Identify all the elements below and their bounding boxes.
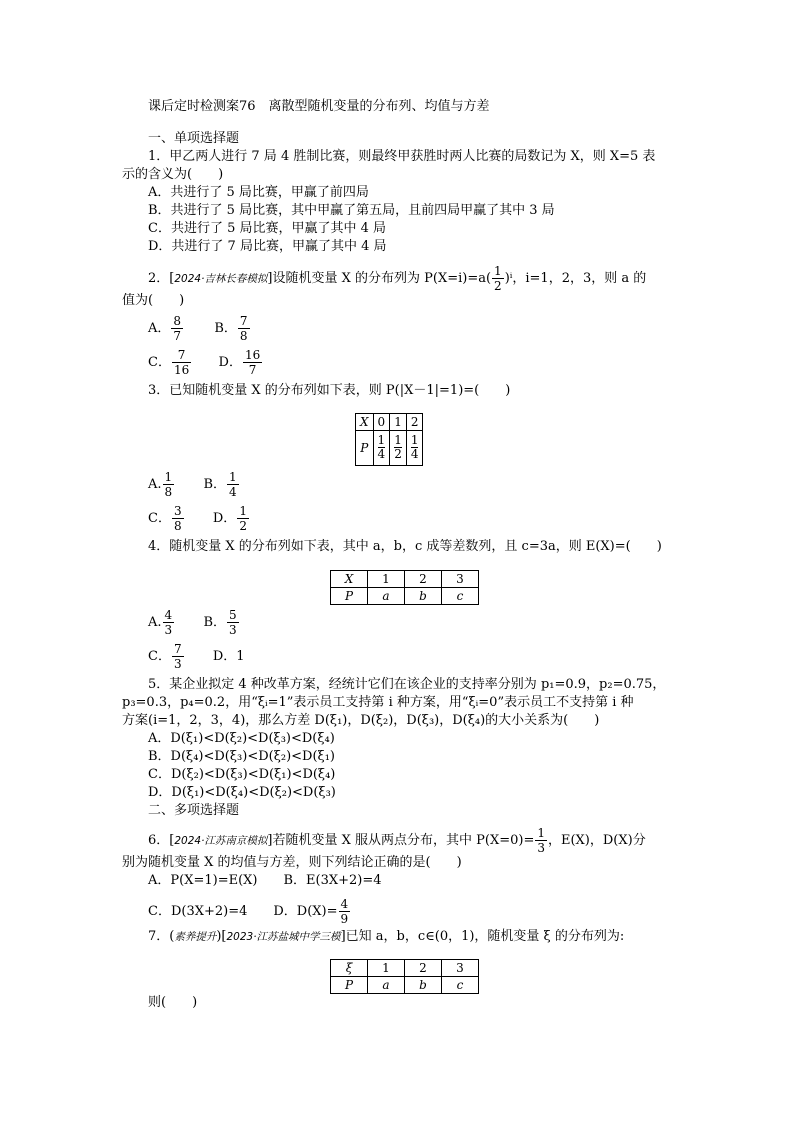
q6-options-cd: C．D(3X+2)=4 D．D(X)= $\frac{4}{9}$ — [148, 897, 349, 926]
q6-stem-line1: 6．[2024·江苏南京模拟]若随机变量 X 服从两点分布，其中 P(X=0)= $\frac{1}{3}$ ，E(X)，D(X)分 — [148, 826, 646, 855]
q3-options-cd: C． $\frac{3}{8}$ D． $\frac{1}{2}$ — [148, 504, 247, 533]
q5-option-a: A．D(ξ₁)<D(ξ₂)<D(ξ₃)<D(ξ₄) — [148, 731, 335, 746]
q4-options-cd: C． $\frac{7}{3}$ D．1 — [148, 642, 245, 671]
q2-options-ab: A． $\frac{8}{7}$ B． $\frac{7}{8}$ — [148, 314, 248, 343]
q5-option-d: D．D(ξ₁)<D(ξ₄)<D(ξ₂)<D(ξ₃) — [148, 785, 336, 800]
q1-stem-line1: 1．甲乙两人进行 7 局 4 胜制比赛，则最终甲获胜时两人比赛的局数记为 X，则 X=5 表 — [148, 149, 656, 164]
q3-distribution-table: X 0 1 2 P $\frac{1}{4}$ $\frac{1}{2}$ $\frac{1}{4}$ — [355, 413, 423, 466]
q2-stem-line2: 值为( ) — [122, 293, 185, 308]
q2-half-fraction: $\frac{1}{2}$ — [494, 264, 502, 293]
q6-third-fraction: $\frac{1}{3}$ — [537, 826, 545, 855]
q6-stem-line2: 别为随机变量 X 的均值与方差，则下列结论正确的是( ) — [122, 855, 462, 870]
section-multi-choice: 二、多项选择题 — [148, 803, 240, 818]
q7-source-tag: 2023·江苏盐城中学三模 — [226, 931, 341, 943]
q1-option-a: A．共进行了 5 局比赛，甲赢了前四局 — [148, 185, 369, 200]
q1-option-d: D．共进行了 7 局比赛，甲赢了其中 4 局 — [148, 239, 387, 254]
q3-stem: 3．已知随机变量 X 的分布列如下表，则 P(|X－1|=1)=( ) — [148, 383, 511, 398]
q7-stem: 7．(素养提升)[2023·江苏盐城中学三模]已知 a，b，c∈(0，1)，随机变量 ξ 的分布列为: — [148, 929, 625, 944]
section-single-choice: 一、单项选择题 — [148, 131, 240, 146]
q5-stem-line3: 方案(i=1，2，3，4)，那么方差 D(ξ₁)，D(ξ₂)，D(ξ₃)，D(ξ₄)的大小关系为( ) — [122, 713, 600, 728]
page-title: 课后定时检测案76 离散型随机变量的分布列、均值与方差 — [148, 99, 490, 114]
q6-options-ab: A．P(X=1)=E(X) B．E(3X+2)=4 — [148, 873, 382, 888]
q2-stem-line1: 2．[2024·吉林长春模拟]设随机变量 X 的分布列为 P(X=i)=a( $\frac{1}{2}$ )ⁱ，i=1，2，3，则 a 的 — [148, 264, 647, 293]
q3-options-ab: A. $\frac{1}{8}$ B． $\frac{1}{4}$ — [148, 470, 237, 499]
q5-stem-line2: p₃=0.3，p₄=0.2，用“ξᵢ=1”表示员工支持第 i 种方案，用“ξᵢ=0”表示员工不支持第 i 种 — [122, 695, 634, 710]
q2-source-tag: 2024·吉林长春模拟 — [174, 273, 268, 285]
q6-source-tag: 2024·江苏南京模拟 — [174, 835, 268, 847]
q4-stem: 4．随机变量 X 的分布列如下表，其中 a，b，c 成等差数列，且 c=3a，则 E(X)=( ) — [148, 539, 662, 554]
q1-option-c: C．共进行了 5 局比赛，甲赢了其中 4 局 — [148, 221, 387, 236]
q1-stem-line2: 示的含义为( ) — [122, 167, 224, 182]
q5-option-c: C．D(ξ₂)<D(ξ₃)<D(ξ₁)<D(ξ₄) — [148, 767, 336, 782]
q7-then: 则( ) — [148, 995, 198, 1010]
q4-distribution-table: X 1 2 3 P a b c — [330, 570, 479, 605]
q2-options-cd: C． $\frac{7}{16}$ D． $\frac{16}{7}$ — [148, 348, 261, 377]
q5-option-b: B．D(ξ₄)<D(ξ₃)<D(ξ₂)<D(ξ₁) — [148, 749, 335, 764]
q4-options-ab: A. $\frac{4}{3}$ B． $\frac{5}{3}$ — [148, 608, 237, 637]
q7-distribution-table: ξ 1 2 3 P a b c — [330, 959, 479, 994]
q1-option-b: B．共进行了 5 局比赛，其中甲赢了第五局，且前四局甲赢了其中 3 局 — [148, 203, 555, 218]
q7-tag-literacy: 素养提升 — [174, 931, 217, 943]
q5-stem-line1: 5．某企业拟定 4 种改革方案，经统计它们在该企业的支持率分别为 p₁=0.9，p₂=0.75， — [148, 677, 666, 692]
